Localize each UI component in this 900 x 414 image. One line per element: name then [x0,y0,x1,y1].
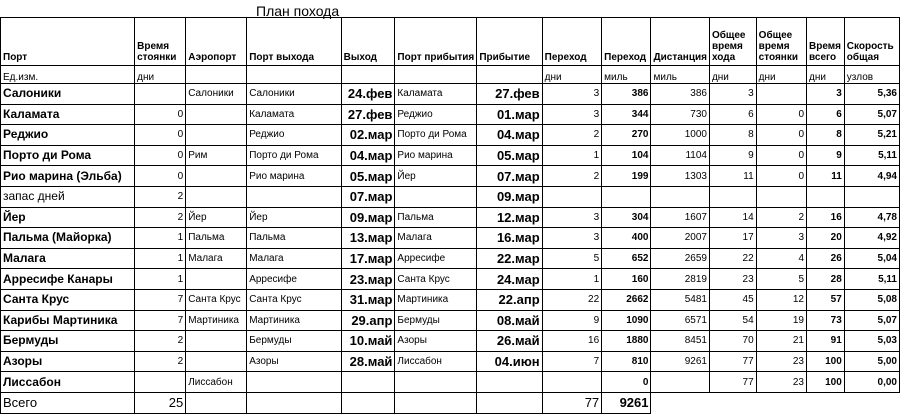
voyage-plan-table [0,17,900,414]
total-days: 100 [807,372,845,393]
airport: Мартиника [186,310,247,331]
header-total-sail-days: Общее время хода [709,18,756,66]
departure-port: Реджио [247,125,341,146]
port: Йер [1,207,135,228]
total-days: 28 [807,269,845,290]
total-sail-days: 11 [709,166,756,187]
header-airport: Аэропорт [186,18,247,66]
total-stay-days [756,84,806,105]
table-row [1,125,900,146]
total-days: 20 [807,228,845,249]
crossing-miles: 0 [602,372,651,393]
port: Карибы Мартиника [1,310,135,331]
total-stay-days: 23 [756,372,806,393]
total-sail-days: 70 [709,331,756,352]
page-title: План похода [256,3,340,19]
crossing-days: 16 [542,331,602,352]
arrival-port: Санта Крус [395,269,477,290]
airport [186,269,247,290]
stay-days: 2 [135,351,186,372]
arrival-port: Рио марина [395,145,477,166]
total-sail-days: 23 [709,269,756,290]
total-crossing-miles: 9261 [602,392,651,413]
average-speed: 5,00 [844,351,899,372]
port: Арресифе Канары [1,269,135,290]
crossing-miles: 400 [602,228,651,249]
total-stay-days: 0 [756,145,806,166]
crossing-days: 9 [542,310,602,331]
crossing-miles: 160 [602,269,651,290]
crossing-miles: 652 [602,248,651,269]
departure-date: 23.мар [341,269,395,290]
average-speed: 5,04 [844,248,899,269]
departure-date: 07.мар [341,186,395,207]
arrival-port: Малага [395,228,477,249]
departure-date: 27.фев [341,104,395,125]
table-row [1,104,900,125]
crossing-days: 2 [542,166,602,187]
total-sail-days: 9 [709,145,756,166]
total-days: 3 [807,84,845,105]
arrival-date: 05.мар [477,145,542,166]
total-empty [247,392,341,413]
arrival-date: 08.май [477,310,542,331]
departure-port: Каламата [247,104,341,125]
arrival-date: 27.фев [477,84,542,105]
total-empty [756,392,806,413]
departure-port: Салоники [247,84,341,105]
average-speed: 0,00 [844,372,899,393]
total-stay-days: 5 [756,269,806,290]
table-row [1,372,900,393]
header-row [1,18,900,66]
airport [186,104,247,125]
port: Каламата [1,104,135,125]
total-sail-days: 3 [709,84,756,105]
total-days: 9 [807,145,845,166]
departure-port [247,186,341,207]
crossing-miles: 199 [602,166,651,187]
departure-date: 24.фев [341,84,395,105]
crossing-miles: 104 [602,145,651,166]
header-crossing-days: Переход [542,18,602,66]
departure-port: Бермуды [247,331,341,352]
crossing-days: 7 [542,351,602,372]
stay-days [135,372,186,393]
table-row [1,331,900,352]
distance: 8451 [651,331,709,352]
unit-average-speed: узлов [844,66,899,84]
port: Малага [1,248,135,269]
departure-port: Азоры [247,351,341,372]
departure-date: 10.май [341,331,395,352]
total-sail-days: 77 [709,372,756,393]
crossing-days: 3 [542,84,602,105]
arrival-port: Пальма [395,207,477,228]
departure-date: 17.мар [341,248,395,269]
arrival-date [477,372,542,393]
crossing-miles: 810 [602,351,651,372]
total-stay-days: 3 [756,228,806,249]
total-stay-days: 12 [756,289,806,310]
arrival-port: Каламата [395,84,477,105]
arrival-date: 09.мар [477,186,542,207]
crossing-miles: 304 [602,207,651,228]
total-stay-days: 0 [756,166,806,187]
total-sail-days [709,186,756,207]
arrival-port: Арресифе [395,248,477,269]
stay-days: 2 [135,331,186,352]
airport: Малага [186,248,247,269]
average-speed: 4,94 [844,166,899,187]
table-row [1,248,900,269]
departure-port [247,372,341,393]
total-empty [341,392,395,413]
header-total-stay-days: Общее время стоянки [756,18,806,66]
crossing-days: 1 [542,269,602,290]
distance: 1303 [651,166,709,187]
departure-port: Малага [247,248,341,269]
distance: 5481 [651,289,709,310]
unit-departure-port [247,66,341,84]
crossing-days [542,372,602,393]
total-sail-days: 6 [709,104,756,125]
port: Рио марина (Эльба) [1,166,135,187]
total-sail-days: 54 [709,310,756,331]
arrival-port: Мартиника [395,289,477,310]
table-row [1,269,900,290]
unit-crossing-days: дни [542,66,602,84]
average-speed: 5,36 [844,84,899,105]
table-row [1,207,900,228]
table-row [1,351,900,372]
distance: 2007 [651,228,709,249]
total-days: 6 [807,104,845,125]
total-stay-days: 19 [756,310,806,331]
table-row [1,186,900,207]
distance: 1104 [651,145,709,166]
port: Реджио [1,125,135,146]
crossing-days: 3 [542,104,602,125]
unit-total-sail-days: дни [709,66,756,84]
arrival-date: 24.мар [477,269,542,290]
average-speed: 5,21 [844,125,899,146]
arrival-date: 01.мар [477,104,542,125]
total-days: 100 [807,351,845,372]
table-row [1,84,900,105]
stay-days: 1 [135,248,186,269]
arrival-port: Порто ди Рома [395,125,477,146]
average-speed [844,186,899,207]
total-stay-days: 23 [756,351,806,372]
unit-arrival-date [477,66,542,84]
distance: 2659 [651,248,709,269]
table-row [1,310,900,331]
crossing-days [542,186,602,207]
table-row [1,166,900,187]
total-stay-days: 25 [135,392,186,413]
total-days: 91 [807,331,845,352]
airport: Санта Крус [186,289,247,310]
total-label: Всего [1,392,135,413]
average-speed: 5,03 [844,331,899,352]
average-speed: 5,08 [844,289,899,310]
header-crossing-miles: Переход [602,18,651,66]
crossing-days: 2 [542,125,602,146]
airport [186,351,247,372]
unit-arrival-port [395,66,477,84]
arrival-date: 04.июн [477,351,542,372]
average-speed: 4,92 [844,228,899,249]
crossing-days: 5 [542,248,602,269]
unit-total-stay-days: дни [756,66,806,84]
total-empty [477,392,542,413]
distance: 6571 [651,310,709,331]
total-crossing-days: 77 [542,392,602,413]
stay-days: 2 [135,186,186,207]
unit-departure-date [341,66,395,84]
airport [186,331,247,352]
unit-distance: миль [651,66,709,84]
departure-port: Пальма [247,228,341,249]
total-days: 16 [807,207,845,228]
crossing-miles: 1090 [602,310,651,331]
port: Пальма (Майорка) [1,228,135,249]
distance: 386 [651,84,709,105]
distance: 2819 [651,269,709,290]
arrival-date: 12.мар [477,207,542,228]
header-arrival-date: Прибытие [477,18,542,66]
distance: 1607 [651,207,709,228]
arrival-date: 16.мар [477,228,542,249]
arrival-port: Азоры [395,331,477,352]
crossing-miles: 344 [602,104,651,125]
table-row [1,145,900,166]
departure-port: Мартиника [247,310,341,331]
departure-port: Порто ди Рома [247,145,341,166]
port: Санта Крус [1,289,135,310]
total-empty [651,392,709,413]
arrival-port: Бермуды [395,310,477,331]
total-stay-days [756,186,806,207]
distance: 1000 [651,125,709,146]
arrival-port: Реджио [395,104,477,125]
total-days: 57 [807,289,845,310]
departure-port: Рио марина [247,166,341,187]
airport: Йер [186,207,247,228]
total-empty [844,392,899,413]
total-stay-days: 21 [756,331,806,352]
departure-port: Йер [247,207,341,228]
total-days: 8 [807,125,845,146]
total-row [1,392,900,413]
total-sail-days: 22 [709,248,756,269]
airport [186,186,247,207]
port: запас дней [1,186,135,207]
unit-stay-days: дни [135,66,186,84]
stay-days: 0 [135,125,186,146]
header-average-speed: Скорость общая [844,18,899,66]
departure-date: 29.апр [341,310,395,331]
total-sail-days: 14 [709,207,756,228]
distance: 9261 [651,351,709,372]
average-speed: 4,78 [844,207,899,228]
header-departure-date: Выход [341,18,395,66]
port: Лиссабон [1,372,135,393]
departure-date: 02.мар [341,125,395,146]
crossing-miles [602,186,651,207]
unit-crossing-miles: миль [602,66,651,84]
total-stay-days: 0 [756,125,806,146]
stay-days: 7 [135,310,186,331]
airport [186,166,247,187]
total-days: 26 [807,248,845,269]
total-stay-days: 4 [756,248,806,269]
port: Салоники [1,84,135,105]
crossing-days: 3 [542,228,602,249]
crossing-days: 3 [542,207,602,228]
header-stay-days: Время стоянки [135,18,186,66]
airport: Пальма [186,228,247,249]
airport: Салоники [186,84,247,105]
departure-port: Санта Крус [247,289,341,310]
crossing-days: 1 [542,145,602,166]
crossing-miles: 386 [602,84,651,105]
stay-days: 2 [135,207,186,228]
arrival-port: Лиссабон [395,351,477,372]
port: Бермуды [1,331,135,352]
header-total-days: Время всего [807,18,845,66]
total-empty [807,392,845,413]
table-row [1,289,900,310]
departure-date: 28.май [341,351,395,372]
departure-date: 31.мар [341,289,395,310]
average-speed: 5,11 [844,269,899,290]
average-speed: 5,11 [844,145,899,166]
header-arrival-port: Порт прибытия [395,18,477,66]
total-stay-days: 0 [756,104,806,125]
total-sail-days: 45 [709,289,756,310]
total-sail-days: 77 [709,351,756,372]
stay-days: 1 [135,269,186,290]
arrival-date: 07.мар [477,166,542,187]
unit-port: Ед.изм. [1,66,135,84]
stay-days: 7 [135,289,186,310]
departure-date: 05.мар [341,166,395,187]
departure-date: 13.мар [341,228,395,249]
stay-days: 0 [135,166,186,187]
total-sail-days: 8 [709,125,756,146]
stay-days: 0 [135,104,186,125]
departure-date [341,372,395,393]
stay-days: 1 [135,228,186,249]
total-empty [395,392,477,413]
header-distance: Дистанция [651,18,709,66]
port: Азоры [1,351,135,372]
distance: 730 [651,104,709,125]
average-speed: 5,07 [844,104,899,125]
total-empty [709,392,756,413]
arrival-date: 04.мар [477,125,542,146]
total-days: 73 [807,310,845,331]
unit-total-days: дни [807,66,845,84]
crossing-miles: 2662 [602,289,651,310]
airport: Рим [186,145,247,166]
airport [186,125,247,146]
departure-date: 09.мар [341,207,395,228]
airport: Лиссабон [186,372,247,393]
arrival-port [395,186,477,207]
arrival-date: 22.апр [477,289,542,310]
stay-days: 0 [135,145,186,166]
total-days: 11 [807,166,845,187]
header-port: Порт [1,18,135,66]
total-empty [186,392,247,413]
unit-airport [186,66,247,84]
total-stay-days: 2 [756,207,806,228]
arrival-port: Йер [395,166,477,187]
crossing-days: 22 [542,289,602,310]
departure-port: Арресифе [247,269,341,290]
crossing-miles: 1880 [602,331,651,352]
crossing-miles: 270 [602,125,651,146]
distance [651,186,709,207]
port: Порто ди Рома [1,145,135,166]
arrival-date: 22.мар [477,248,542,269]
stay-days [135,84,186,105]
arrival-port [395,372,477,393]
units-row [1,66,900,84]
header-departure-port: Порт выхода [247,18,341,66]
average-speed: 5,07 [844,310,899,331]
departure-date: 04.мар [341,145,395,166]
distance [651,372,709,393]
total-days [807,186,845,207]
table-row [1,228,900,249]
arrival-date: 26.май [477,331,542,352]
total-sail-days: 17 [709,228,756,249]
